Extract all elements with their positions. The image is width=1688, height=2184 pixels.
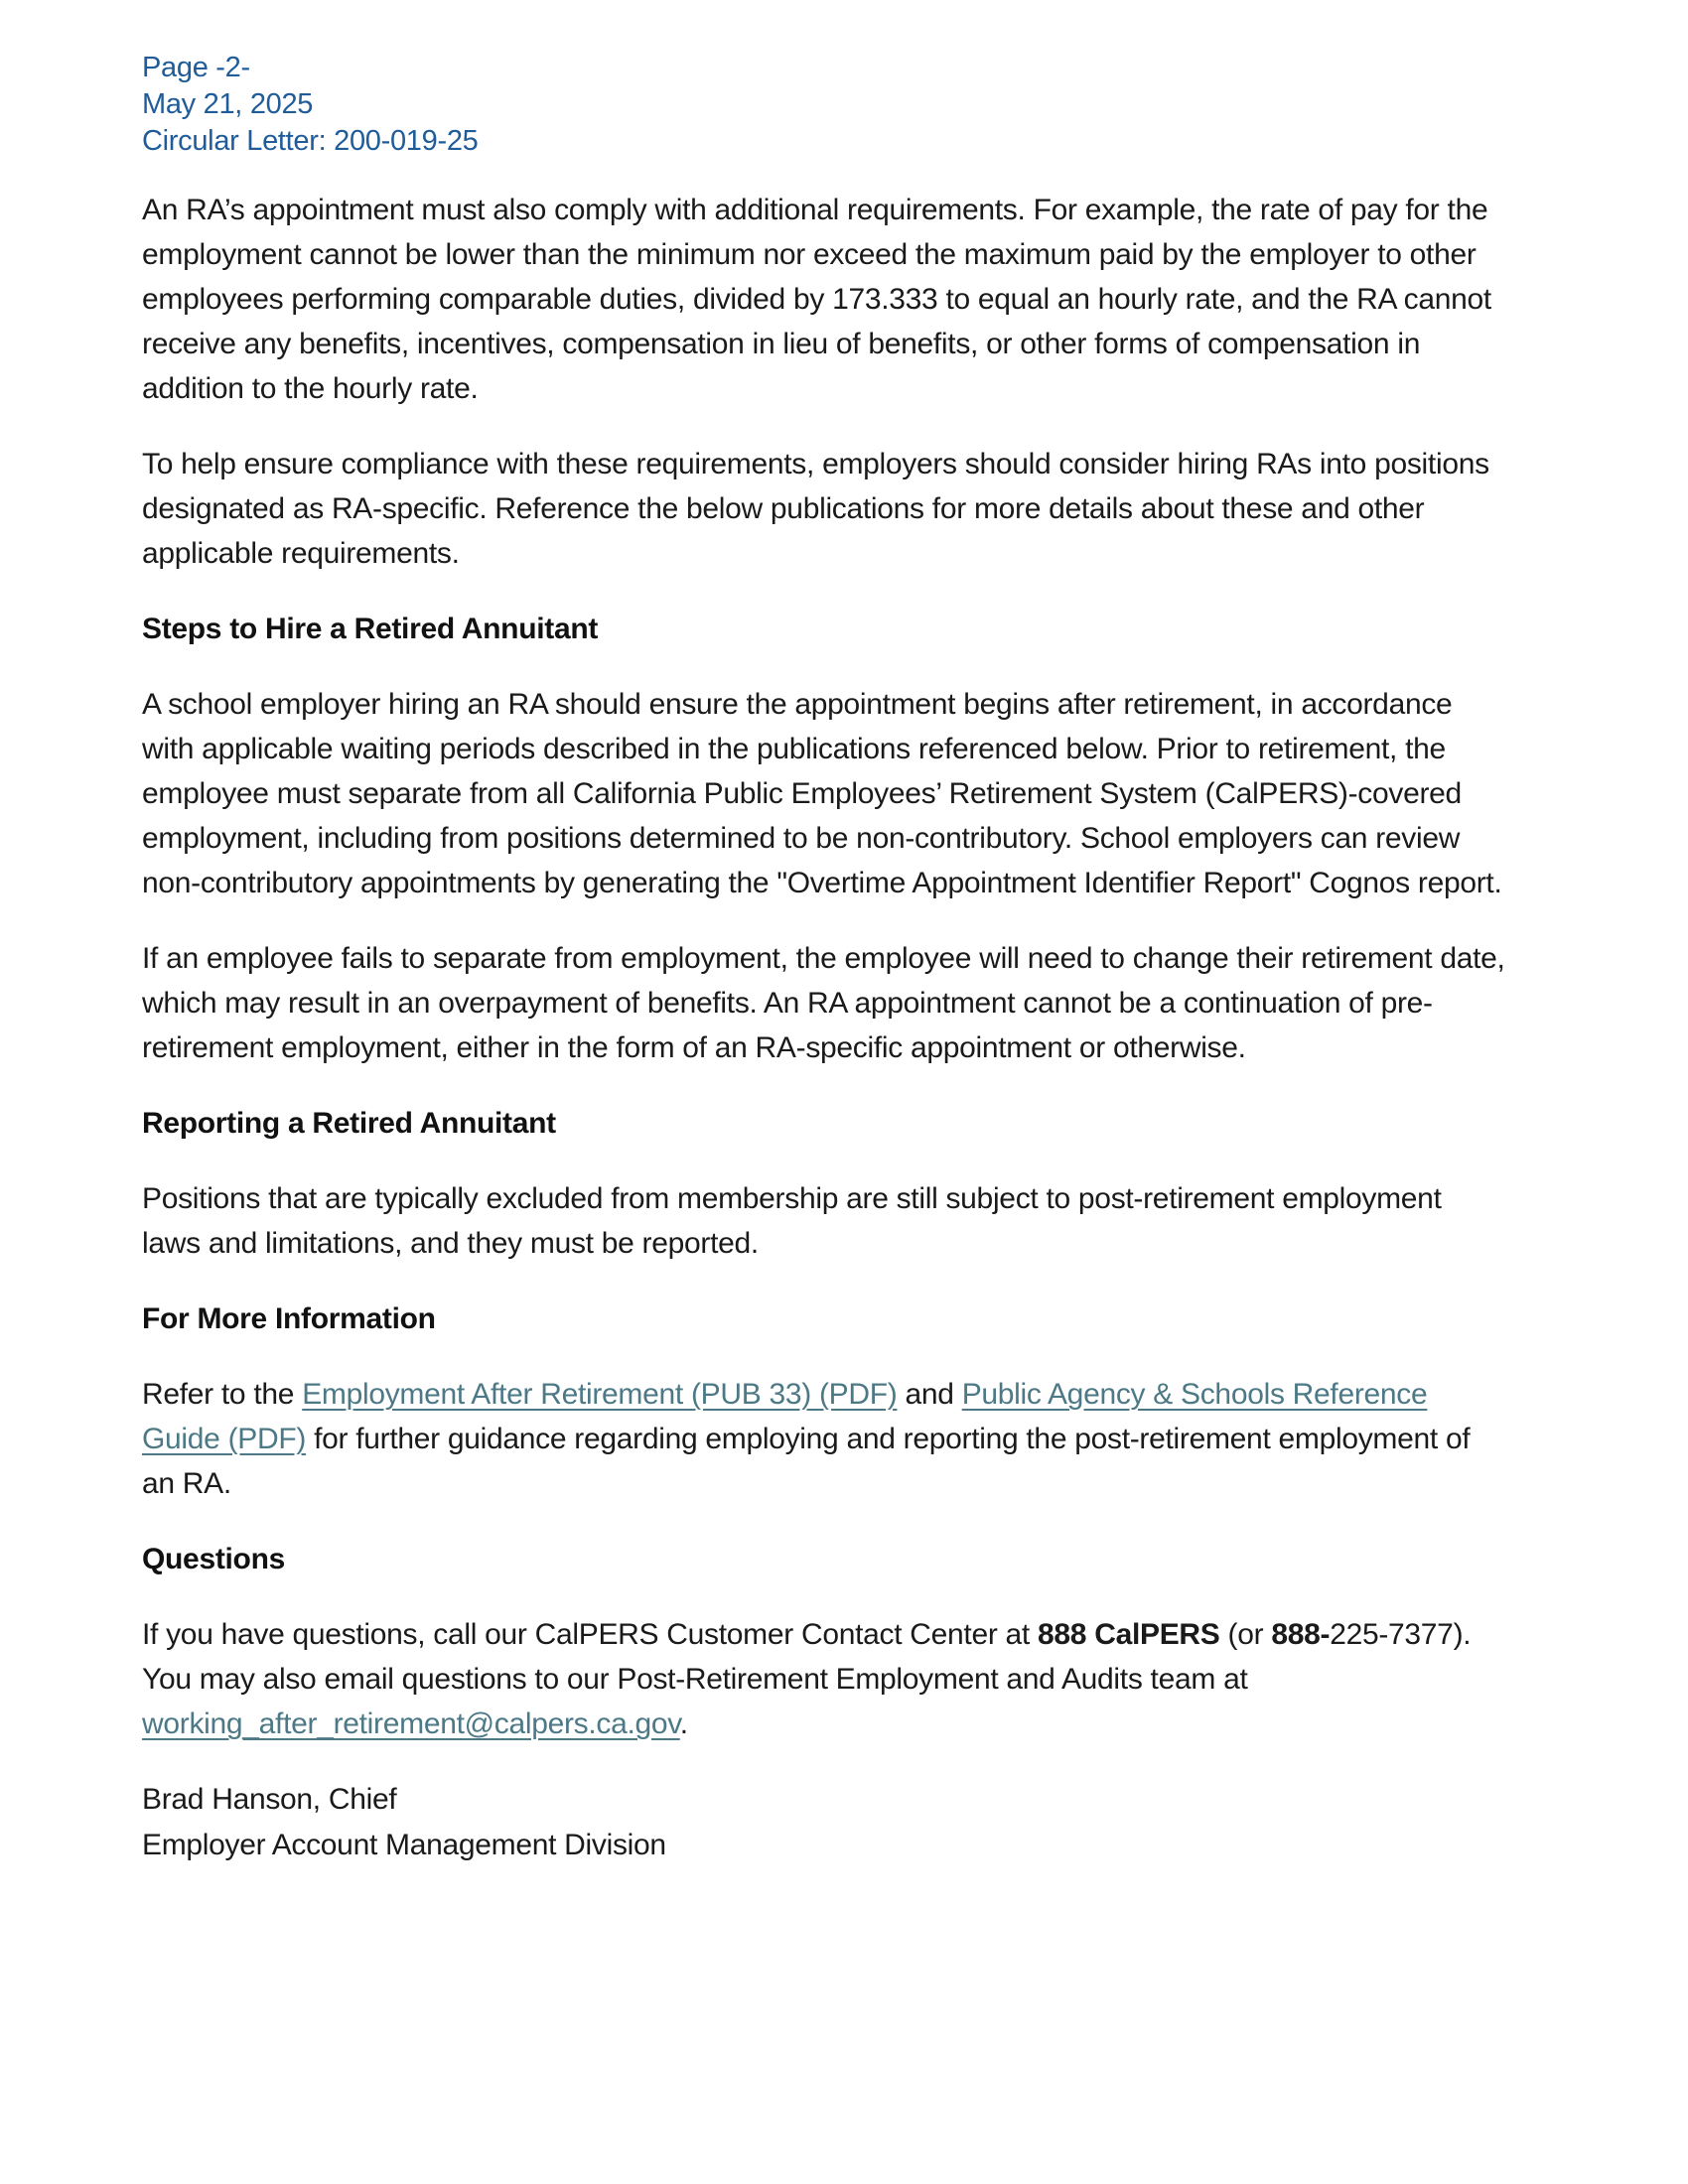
link-email-working-after-retirement[interactable]: working_after_retirement@calpers.ca.gov: [142, 1707, 680, 1740]
text-segment: .: [679, 1707, 688, 1740]
letter-date: May 21, 2025: [142, 88, 314, 120]
phone-888-calpers: 888 CalPERS: [1038, 1618, 1220, 1651]
signature-division: Employer Account Management Division: [142, 1829, 666, 1861]
phone-prefix-bold: 888-: [1271, 1618, 1331, 1651]
paragraph-reporting-rules: Positions that are typically excluded from membership are still subject to post-retirement employment laws and limitations, and they must be reported.: [142, 1182, 1442, 1260]
paragraph-hiring-steps: A school employer hiring an RA should ensure the appointment begins after retirement, in accordance with applicable waiting periods described in the publications referenced below. Prior to retirement, the employee must separate from all California Public Employees’ Retirement System (CalPERS)-covered employment, including from positions determined to be non-contributory. School employers can review non-contributory appointments by generating the "Overtime Appointment Identifier Report" Cognos report.: [142, 688, 1502, 899]
signature-name: Brad Hanson, Chief: [142, 1783, 397, 1816]
text-segment: and: [897, 1378, 962, 1411]
page-number: Page -2-: [142, 52, 250, 83]
text-segment: (or: [1219, 1618, 1272, 1651]
link-pub-33-pdf[interactable]: Employment After Retirement (PUB 33) (PDF): [302, 1378, 898, 1411]
paragraph-failure-to-separate: If an employee fails to separate from employment, the employee will need to change their retirement date, which may result in an overpayment of benefits. An RA appointment cannot be a continuation of pre-retirement employment, either in the form of an RA-specific appointment or otherwise.: [142, 942, 1505, 1064]
paragraph-compliance-advice: To help ensure compliance with these requirements, employers should consider hiring RAs into positions designated as RA-specific. Reference the below publications for more details about these and other applicable requirements.: [142, 448, 1489, 570]
heading-questions: Questions: [142, 1543, 285, 1575]
letter-header: [142, 50, 1509, 160]
text-segment: Refer to the: [142, 1378, 303, 1411]
signature-block: [142, 1777, 1507, 1868]
heading-reporting: Reporting a Retired Annuitant: [142, 1107, 556, 1140]
link-reference-guide-pdf[interactable]: Public Agency & Schools Reference Guide (PDF): [142, 1378, 1428, 1455]
text-segment: If you have questions, call our CalPERS Customer Contact Center at: [142, 1618, 1039, 1651]
paragraph-ra-requirements: An RA’s appointment must also comply with additional requirements. For example, the rate of pay for the employment cannot be lower than the minimum nor exceed the maximum paid by the employer to other employees performing comparable duties, divided by 173.333 to equal an hourly rate, and the RA cannot receive any benefits, incentives, compensation in lieu of benefits, or other forms of compensation in addition to the hourly rate.: [142, 194, 1491, 405]
heading-for-more-information: For More Information: [142, 1302, 436, 1335]
text-segment: for further guidance regarding employing and reporting the post-retirement employment of an RA.: [142, 1423, 1471, 1500]
paragraph-more-info: [142, 1372, 1507, 1506]
text-segment: 225-7377). You may also email questions to our Post-Retirement Employment and Audits team at: [142, 1618, 1472, 1696]
paragraph-questions: [142, 1612, 1507, 1746]
circular-letter-number: Circular Letter: 200-019-25: [142, 125, 479, 157]
heading-steps-to-hire: Steps to Hire a Retired Annuitant: [142, 613, 599, 645]
